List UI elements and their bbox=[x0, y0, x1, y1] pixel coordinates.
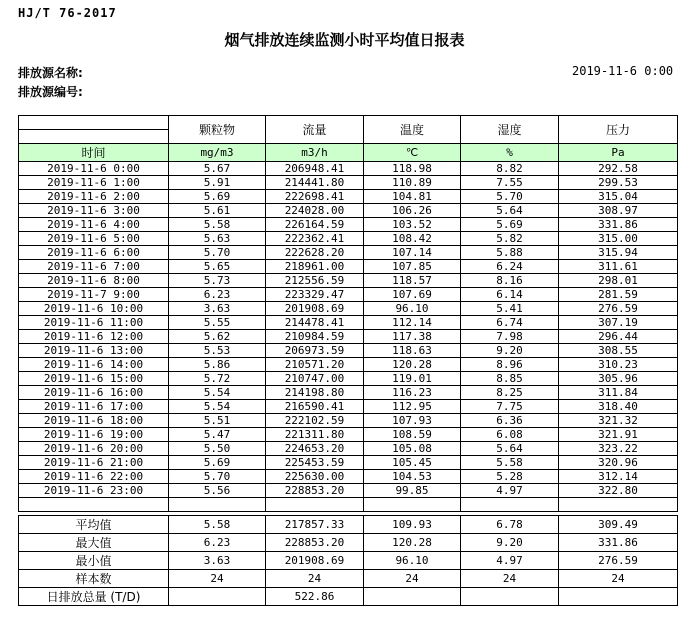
data-cell: 5.54 bbox=[169, 386, 266, 400]
data-cell: 5.70 bbox=[169, 246, 266, 260]
data-cell: 5.63 bbox=[169, 232, 266, 246]
data-cell: 96.10 bbox=[364, 302, 461, 316]
data-cell: 212556.59 bbox=[266, 274, 364, 288]
table-row bbox=[19, 274, 678, 288]
tables-area bbox=[18, 115, 677, 606]
data-cell: 5.69 bbox=[169, 456, 266, 470]
summary-cell: 24 bbox=[559, 570, 678, 588]
data-cell: 118.63 bbox=[364, 344, 461, 358]
data-cell: 5.41 bbox=[461, 302, 559, 316]
data-cell: 206973.59 bbox=[266, 344, 364, 358]
table-row bbox=[19, 288, 678, 302]
data-cell: 5.54 bbox=[169, 400, 266, 414]
data-cell: 107.14 bbox=[364, 246, 461, 260]
data-cell: 103.52 bbox=[364, 218, 461, 232]
table-row bbox=[19, 456, 678, 470]
empty-cell bbox=[266, 498, 364, 512]
time-cell: 2019-11-6 23:00 bbox=[19, 484, 169, 498]
data-cell: 5.61 bbox=[169, 204, 266, 218]
table-row bbox=[19, 316, 678, 330]
data-cell: 8.25 bbox=[461, 386, 559, 400]
monitoring-table bbox=[18, 115, 678, 512]
time-cell: 2019-11-6 7:00 bbox=[19, 260, 169, 274]
data-cell: 5.69 bbox=[461, 218, 559, 232]
data-cell: 5.58 bbox=[461, 456, 559, 470]
time-cell: 2019-11-6 21:00 bbox=[19, 456, 169, 470]
time-cell: 2019-11-6 13:00 bbox=[19, 344, 169, 358]
table-row bbox=[19, 442, 678, 456]
data-cell: 5.69 bbox=[169, 190, 266, 204]
empty-cell bbox=[364, 498, 461, 512]
data-cell: 299.53 bbox=[559, 176, 678, 190]
data-cell: 5.70 bbox=[169, 470, 266, 484]
summary-cell: 276.59 bbox=[559, 552, 678, 570]
summary-cell: 5.58 bbox=[169, 516, 266, 534]
data-cell: 6.14 bbox=[461, 288, 559, 302]
data-cell: 5.56 bbox=[169, 484, 266, 498]
time-cell: 2019-11-6 12:00 bbox=[19, 330, 169, 344]
summary-label: 最大值 bbox=[19, 534, 169, 552]
data-cell: 107.85 bbox=[364, 260, 461, 274]
data-cell: 5.73 bbox=[169, 274, 266, 288]
data-cell: 3.63 bbox=[169, 302, 266, 316]
data-cell: 5.65 bbox=[169, 260, 266, 274]
data-cell: 5.64 bbox=[461, 204, 559, 218]
data-cell: 206948.41 bbox=[266, 162, 364, 176]
summary-cell: 228853.20 bbox=[266, 534, 364, 552]
data-cell: 117.38 bbox=[364, 330, 461, 344]
column-header-flow: 流量 bbox=[266, 116, 364, 144]
data-cell: 107.93 bbox=[364, 414, 461, 428]
time-cell: 2019-11-6 6:00 bbox=[19, 246, 169, 260]
data-cell: 216590.41 bbox=[266, 400, 364, 414]
data-cell: 6.08 bbox=[461, 428, 559, 442]
time-cell: 2019-11-6 19:00 bbox=[19, 428, 169, 442]
data-cell: 5.67 bbox=[169, 162, 266, 176]
data-cell: 223329.47 bbox=[266, 288, 364, 302]
data-cell: 112.14 bbox=[364, 316, 461, 330]
time-cell: 2019-11-6 20:00 bbox=[19, 442, 169, 456]
data-cell: 105.08 bbox=[364, 442, 461, 456]
data-cell: 5.51 bbox=[169, 414, 266, 428]
corner-cell-bottom bbox=[19, 130, 169, 144]
data-cell: 6.24 bbox=[461, 260, 559, 274]
time-cell: 2019-11-6 17:00 bbox=[19, 400, 169, 414]
data-cell: 5.62 bbox=[169, 330, 266, 344]
data-cell: 5.88 bbox=[461, 246, 559, 260]
data-cell: 116.23 bbox=[364, 386, 461, 400]
time-cell: 2019-11-6 2:00 bbox=[19, 190, 169, 204]
time-cell: 2019-11-6 16:00 bbox=[19, 386, 169, 400]
unit-particulate: mg/m3 bbox=[169, 144, 266, 162]
data-cell: 210747.00 bbox=[266, 372, 364, 386]
data-cell: 99.85 bbox=[364, 484, 461, 498]
data-cell: 308.55 bbox=[559, 344, 678, 358]
data-cell: 118.98 bbox=[364, 162, 461, 176]
data-cell: 5.28 bbox=[461, 470, 559, 484]
data-cell: 292.58 bbox=[559, 162, 678, 176]
data-cell: 210984.59 bbox=[266, 330, 364, 344]
data-cell: 228853.20 bbox=[266, 484, 364, 498]
summary-label: 最小值 bbox=[19, 552, 169, 570]
data-cell: 5.55 bbox=[169, 316, 266, 330]
time-cell: 2019-11-6 0:00 bbox=[19, 162, 169, 176]
summary-label: 日排放总量 (T/D) bbox=[19, 588, 169, 606]
empty-cell bbox=[559, 498, 678, 512]
data-cell: 323.22 bbox=[559, 442, 678, 456]
header-row-top bbox=[19, 116, 678, 130]
table-row bbox=[19, 204, 678, 218]
summary-row bbox=[19, 552, 678, 570]
corner-cell-top bbox=[19, 116, 169, 130]
data-cell: 8.96 bbox=[461, 358, 559, 372]
data-cell: 7.55 bbox=[461, 176, 559, 190]
table-row bbox=[19, 246, 678, 260]
summary-cell: 217857.33 bbox=[266, 516, 364, 534]
data-cell: 8.82 bbox=[461, 162, 559, 176]
table-row bbox=[19, 470, 678, 484]
data-cell: 320.96 bbox=[559, 456, 678, 470]
summary-cell: 109.93 bbox=[364, 516, 461, 534]
summary-label: 平均值 bbox=[19, 516, 169, 534]
data-cell: 108.42 bbox=[364, 232, 461, 246]
summary-cell: 522.86 bbox=[266, 588, 364, 606]
summary-cell: 331.86 bbox=[559, 534, 678, 552]
table-row bbox=[19, 218, 678, 232]
data-cell: 226164.59 bbox=[266, 218, 364, 232]
data-cell: 201908.69 bbox=[266, 302, 364, 316]
table-row bbox=[19, 162, 678, 176]
data-cell: 224653.20 bbox=[266, 442, 364, 456]
source-id-label: 排放源编号: bbox=[18, 85, 83, 99]
column-header-humidity: 湿度 bbox=[461, 116, 559, 144]
data-cell: 8.85 bbox=[461, 372, 559, 386]
summary-cell: 24 bbox=[169, 570, 266, 588]
time-header: 时间 bbox=[19, 144, 169, 162]
report-title: 烟气排放连续监测小时平均值日报表 bbox=[224, 31, 465, 49]
column-header-particulate: 颗粒物 bbox=[169, 116, 266, 144]
table-row bbox=[19, 428, 678, 442]
table-row bbox=[19, 302, 678, 316]
column-header-pressure: 压力 bbox=[559, 116, 678, 144]
data-cell: 321.91 bbox=[559, 428, 678, 442]
unit-humidity: % bbox=[461, 144, 559, 162]
data-cell: 8.16 bbox=[461, 274, 559, 288]
data-cell: 5.58 bbox=[169, 218, 266, 232]
data-cell: 221311.80 bbox=[266, 428, 364, 442]
data-cell: 104.81 bbox=[364, 190, 461, 204]
data-cell: 118.57 bbox=[364, 274, 461, 288]
data-cell: 104.53 bbox=[364, 470, 461, 484]
data-cell: 108.59 bbox=[364, 428, 461, 442]
data-cell: 296.44 bbox=[559, 330, 678, 344]
data-cell: 5.86 bbox=[169, 358, 266, 372]
time-cell: 2019-11-6 22:00 bbox=[19, 470, 169, 484]
table-row bbox=[19, 260, 678, 274]
unit-pressure: Pa bbox=[559, 144, 678, 162]
summary-cell: 201908.69 bbox=[266, 552, 364, 570]
data-cell: 322.80 bbox=[559, 484, 678, 498]
data-cell: 5.70 bbox=[461, 190, 559, 204]
data-cell: 110.89 bbox=[364, 176, 461, 190]
data-cell: 311.84 bbox=[559, 386, 678, 400]
data-cell: 308.97 bbox=[559, 204, 678, 218]
data-cell: 307.19 bbox=[559, 316, 678, 330]
summary-row bbox=[19, 570, 678, 588]
data-cell: 5.91 bbox=[169, 176, 266, 190]
data-cell: 119.01 bbox=[364, 372, 461, 386]
table-row bbox=[19, 232, 678, 246]
time-cell: 2019-11-6 14:00 bbox=[19, 358, 169, 372]
data-cell: 214441.80 bbox=[266, 176, 364, 190]
data-cell: 222628.20 bbox=[266, 246, 364, 260]
table-row bbox=[19, 344, 678, 358]
table-row bbox=[19, 176, 678, 190]
table-row bbox=[19, 400, 678, 414]
data-cell: 331.86 bbox=[559, 218, 678, 232]
summary-cell: 4.97 bbox=[461, 552, 559, 570]
data-cell: 224028.00 bbox=[266, 204, 364, 218]
data-cell: 5.64 bbox=[461, 442, 559, 456]
empty-row bbox=[19, 498, 678, 512]
data-cell: 210571.20 bbox=[266, 358, 364, 372]
summary-cell: 3.63 bbox=[169, 552, 266, 570]
data-cell: 7.75 bbox=[461, 400, 559, 414]
time-cell: 2019-11-6 1:00 bbox=[19, 176, 169, 190]
data-cell: 214198.80 bbox=[266, 386, 364, 400]
data-cell: 112.95 bbox=[364, 400, 461, 414]
table-row bbox=[19, 330, 678, 344]
data-cell: 5.72 bbox=[169, 372, 266, 386]
data-cell: 276.59 bbox=[559, 302, 678, 316]
data-cell: 318.40 bbox=[559, 400, 678, 414]
data-cell: 5.82 bbox=[461, 232, 559, 246]
summary-cell bbox=[559, 588, 678, 606]
summary-cell: 120.28 bbox=[364, 534, 461, 552]
empty-cell bbox=[169, 498, 266, 512]
summary-cell: 96.10 bbox=[364, 552, 461, 570]
summary-cell: 309.49 bbox=[559, 516, 678, 534]
time-cell: 2019-11-6 10:00 bbox=[19, 302, 169, 316]
summary-cell: 9.20 bbox=[461, 534, 559, 552]
empty-cell bbox=[19, 498, 169, 512]
unit-temperature: ℃ bbox=[364, 144, 461, 162]
table-row bbox=[19, 190, 678, 204]
data-cell: 225630.00 bbox=[266, 470, 364, 484]
time-cell: 2019-11-6 5:00 bbox=[19, 232, 169, 246]
data-cell: 105.45 bbox=[364, 456, 461, 470]
report-datetime: 2019-11-6 0:00 bbox=[572, 64, 674, 78]
data-cell: 214478.41 bbox=[266, 316, 364, 330]
data-cell: 7.98 bbox=[461, 330, 559, 344]
summary-row bbox=[19, 534, 678, 552]
data-cell: 9.20 bbox=[461, 344, 559, 358]
time-cell: 2019-11-6 3:00 bbox=[19, 204, 169, 218]
summary-cell: 24 bbox=[266, 570, 364, 588]
table-row bbox=[19, 414, 678, 428]
unit-row bbox=[19, 144, 678, 162]
time-cell: 2019-11-6 11:00 bbox=[19, 316, 169, 330]
summary-cell: 24 bbox=[461, 570, 559, 588]
data-cell: 315.04 bbox=[559, 190, 678, 204]
data-cell: 222698.41 bbox=[266, 190, 364, 204]
data-cell: 5.50 bbox=[169, 442, 266, 456]
time-cell: 2019-11-6 15:00 bbox=[19, 372, 169, 386]
data-cell: 6.23 bbox=[169, 288, 266, 302]
data-cell: 312.14 bbox=[559, 470, 678, 484]
data-cell: 305.96 bbox=[559, 372, 678, 386]
summary-row bbox=[19, 516, 678, 534]
data-cell: 120.28 bbox=[364, 358, 461, 372]
summary-label: 样本数 bbox=[19, 570, 169, 588]
summary-cell bbox=[364, 588, 461, 606]
summary-table bbox=[18, 515, 678, 606]
table-row bbox=[19, 372, 678, 386]
time-cell: 2019-11-7 9:00 bbox=[19, 288, 169, 302]
time-cell: 2019-11-6 8:00 bbox=[19, 274, 169, 288]
data-cell: 298.01 bbox=[559, 274, 678, 288]
data-cell: 310.23 bbox=[559, 358, 678, 372]
data-cell: 4.97 bbox=[461, 484, 559, 498]
summary-cell bbox=[461, 588, 559, 606]
data-cell: 5.47 bbox=[169, 428, 266, 442]
data-cell: 311.61 bbox=[559, 260, 678, 274]
data-cell: 315.00 bbox=[559, 232, 678, 246]
table-row bbox=[19, 358, 678, 372]
data-cell: 5.53 bbox=[169, 344, 266, 358]
source-name-label: 排放源名称: bbox=[18, 66, 83, 80]
data-cell: 222362.41 bbox=[266, 232, 364, 246]
summary-row bbox=[19, 588, 678, 606]
data-cell: 315.94 bbox=[559, 246, 678, 260]
data-cell: 107.69 bbox=[364, 288, 461, 302]
table-row bbox=[19, 484, 678, 498]
table-row bbox=[19, 386, 678, 400]
summary-cell: 6.78 bbox=[461, 516, 559, 534]
data-cell: 225453.59 bbox=[266, 456, 364, 470]
column-header-temperature: 温度 bbox=[364, 116, 461, 144]
data-cell: 321.32 bbox=[559, 414, 678, 428]
data-cell: 222102.59 bbox=[266, 414, 364, 428]
standard-code: HJ/T 76-2017 bbox=[18, 6, 117, 20]
summary-cell: 24 bbox=[364, 570, 461, 588]
data-cell: 106.26 bbox=[364, 204, 461, 218]
data-cell: 6.36 bbox=[461, 414, 559, 428]
data-cell: 218961.00 bbox=[266, 260, 364, 274]
unit-flow: m3/h bbox=[266, 144, 364, 162]
data-cell: 6.74 bbox=[461, 316, 559, 330]
data-cell: 281.59 bbox=[559, 288, 678, 302]
empty-cell bbox=[461, 498, 559, 512]
summary-cell: 6.23 bbox=[169, 534, 266, 552]
summary-cell bbox=[169, 588, 266, 606]
time-cell: 2019-11-6 4:00 bbox=[19, 218, 169, 232]
time-cell: 2019-11-6 18:00 bbox=[19, 414, 169, 428]
